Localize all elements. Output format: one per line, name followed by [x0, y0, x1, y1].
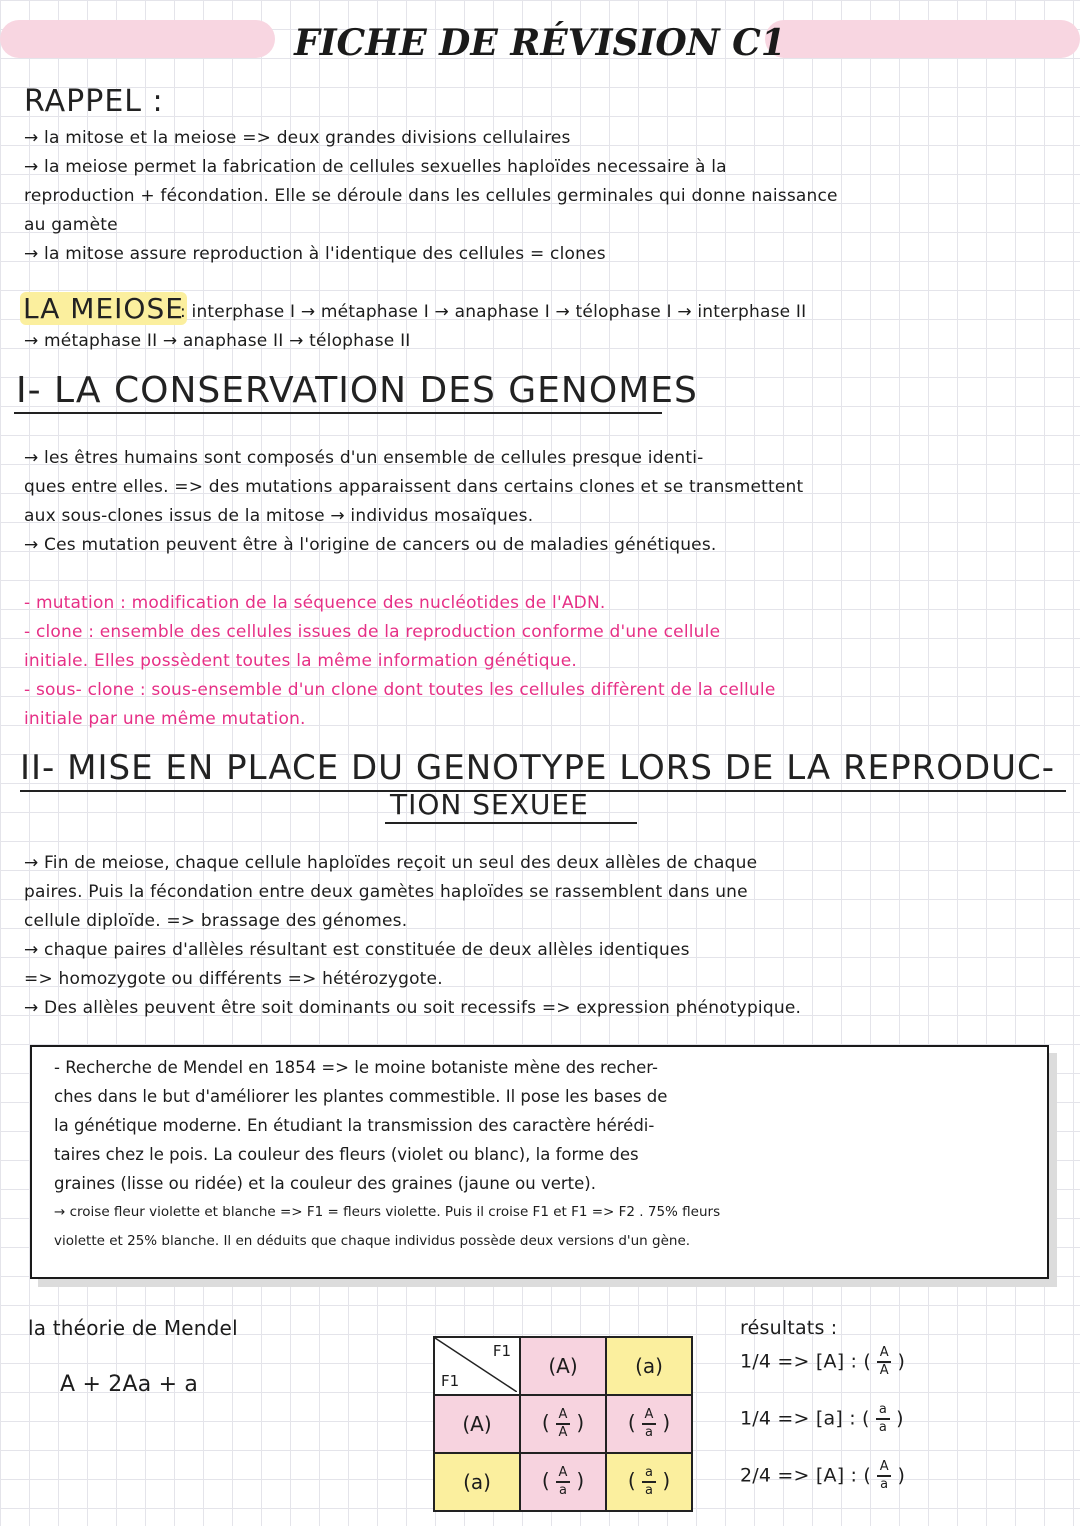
punnett-corner [434, 1337, 520, 1395]
result-1-text: 1/4 => [A] : [740, 1350, 858, 1373]
section-2-line-1: → Fin de meiose, chaque cellule haploïdes reçoit un seul des deux allèles de chaque [24, 853, 758, 873]
punnett-cell-Aa-1: ( $\frac{A}{a}$ ) [606, 1395, 692, 1453]
mendel-theory-label: la théorie de Mendel [28, 1316, 238, 1340]
punnett-cell-AA: ( $\frac{A}{A}$ ) [520, 1395, 606, 1453]
punnett-col-header-a: (a) [606, 1337, 692, 1395]
section-2-title-cont: TION SEXUEE [390, 788, 589, 821]
punnett-row-header-a: (a) [434, 1453, 520, 1511]
meiose-line-1: : interphase I → métaphase I → anaphase I → télophase I → interphase II [180, 302, 807, 322]
rappel-line-4: au gamète [24, 215, 118, 235]
page-title: FICHE DE RÉVISION C1 [294, 22, 786, 64]
section-1-line-4: → Ces mutation peuvent être à l'origine de cancers ou de maladies génétiques. [24, 535, 717, 555]
section-1-underline [14, 412, 662, 414]
punnett-cell-aa: ( $\frac{a}{a}$ ) [606, 1453, 692, 1511]
rappel-line-2: → la meiose permet la fabrication de cellules sexuelles haploïdes necessaire à la [24, 157, 727, 177]
punnett-cell-Aa-2: ( $\frac{A}{a}$ ) [520, 1453, 606, 1511]
result-2-text: 1/4 => [a] : [740, 1407, 856, 1430]
rappel-heading: RAPPEL : [24, 84, 164, 119]
punnett-col-header-A: (A) [520, 1337, 606, 1395]
box-line-4: taires chez le pois. La couleur des fleurs (violet ou blanc), la forme des [54, 1145, 639, 1164]
result-3: 2/4 => [A] : ( $\frac{A}{a}$ ) [740, 1459, 906, 1492]
definition-sous-clone: - sous- clone : sous-ensemble d'un clone dont toutes les cellules diffèrent de la cellule [24, 680, 776, 700]
mendel-research-box [30, 1045, 1049, 1279]
punnett-row-header-A: (A) [434, 1395, 520, 1453]
meiose-heading: LA MEIOSE [20, 292, 187, 325]
section-2-line-2: paires. Puis la fécondation entre deux gamètes haploïdes se rassemblent dans une [24, 882, 748, 902]
rappel-line-3: reproduction + fécondation. Elle se déroule dans les cellules germinales qui donne naissance [24, 186, 838, 206]
section-1-line-1: → les êtres humains sont composés d'un ensemble de cellules presque identi- [24, 448, 704, 468]
rappel-line-1: → la mitose et la meiose => deux grandes divisions cellulaires [24, 128, 571, 148]
section-1-line-3: aux sous-clones issus de la mitose → individus mosaïques. [24, 506, 534, 526]
box-line-6: → croise fleur violette et blanche => F1 = fleurs violette. Puis il croise F1 et F1 => F2 . 75% fleurs [54, 1204, 721, 1220]
result-2: 1/4 => [a] : ( $\frac{a}{a}$ ) [740, 1402, 904, 1435]
section-2-line-3: cellule diploïde. => brassage des génomes. [24, 911, 408, 931]
box-line-1: - Recherche de Mendel en 1854 => le moine botaniste mène des recher- [54, 1058, 658, 1077]
section-1-line-2: ques entre elles. => des mutations apparaissent dans certains clones et se transmettent [24, 477, 804, 497]
section-2-line-4: → chaque paires d'allèles résultant est constituée de deux allèles identiques [24, 940, 690, 960]
meiose-line-2: → métaphase II → anaphase II → télophase II [24, 331, 411, 351]
box-line-5: graines (lisse ou ridée) et la couleur des graines (jaune ou verte). [54, 1174, 596, 1193]
definition-clone: - clone : ensemble des cellules issues de la reproduction conforme d'une cellule [24, 622, 721, 642]
section-2-title: II- MISE EN PLACE DU GENOTYPE LORS DE LA REPRODUC- [20, 748, 1056, 788]
definition-sous-clone-cont: initiale par une même mutation. [24, 709, 306, 729]
section-2-underline-2 [385, 822, 637, 824]
result-3-text: 2/4 => [A] : [740, 1464, 858, 1487]
corner-label-f1-left: F1 [441, 1372, 460, 1390]
result-1: 1/4 => [A] : ( $\frac{A}{A}$ ) [740, 1345, 906, 1378]
section-2-line-6: → Des allèles peuvent être soit dominants ou soit recessifs => expression phénotypique. [24, 998, 802, 1018]
punnett-square [433, 1336, 693, 1512]
mendel-formula: A + 2Aa + a [60, 1372, 199, 1397]
results-heading: résultats : [740, 1317, 838, 1339]
box-line-2: ches dans le but d'améliorer les plantes commestible. Il pose les bases de [54, 1087, 668, 1106]
corner-label-f1-top: F1 [492, 1342, 511, 1360]
box-line-3: la génétique moderne. En étudiant la transmission des caractère hérédi- [54, 1116, 655, 1135]
rappel-line-5: → la mitose assure reproduction à l'identique des cellules = clones [24, 244, 606, 264]
definition-mutation: - mutation : modification de la séquence des nucléotides de l'ADN. [24, 593, 606, 613]
section-1-title: I- LA CONSERVATION DES GENOMES [16, 370, 698, 411]
definition-clone-cont: initiale. Elles possèdent toutes la même information génétique. [24, 651, 578, 671]
box-line-7: violette et 25% blanche. Il en déduits que chaque individus possède deux versions d'un gène. [54, 1233, 691, 1249]
section-2-line-5: => homozygote ou différents => hétérozygote. [24, 969, 443, 989]
